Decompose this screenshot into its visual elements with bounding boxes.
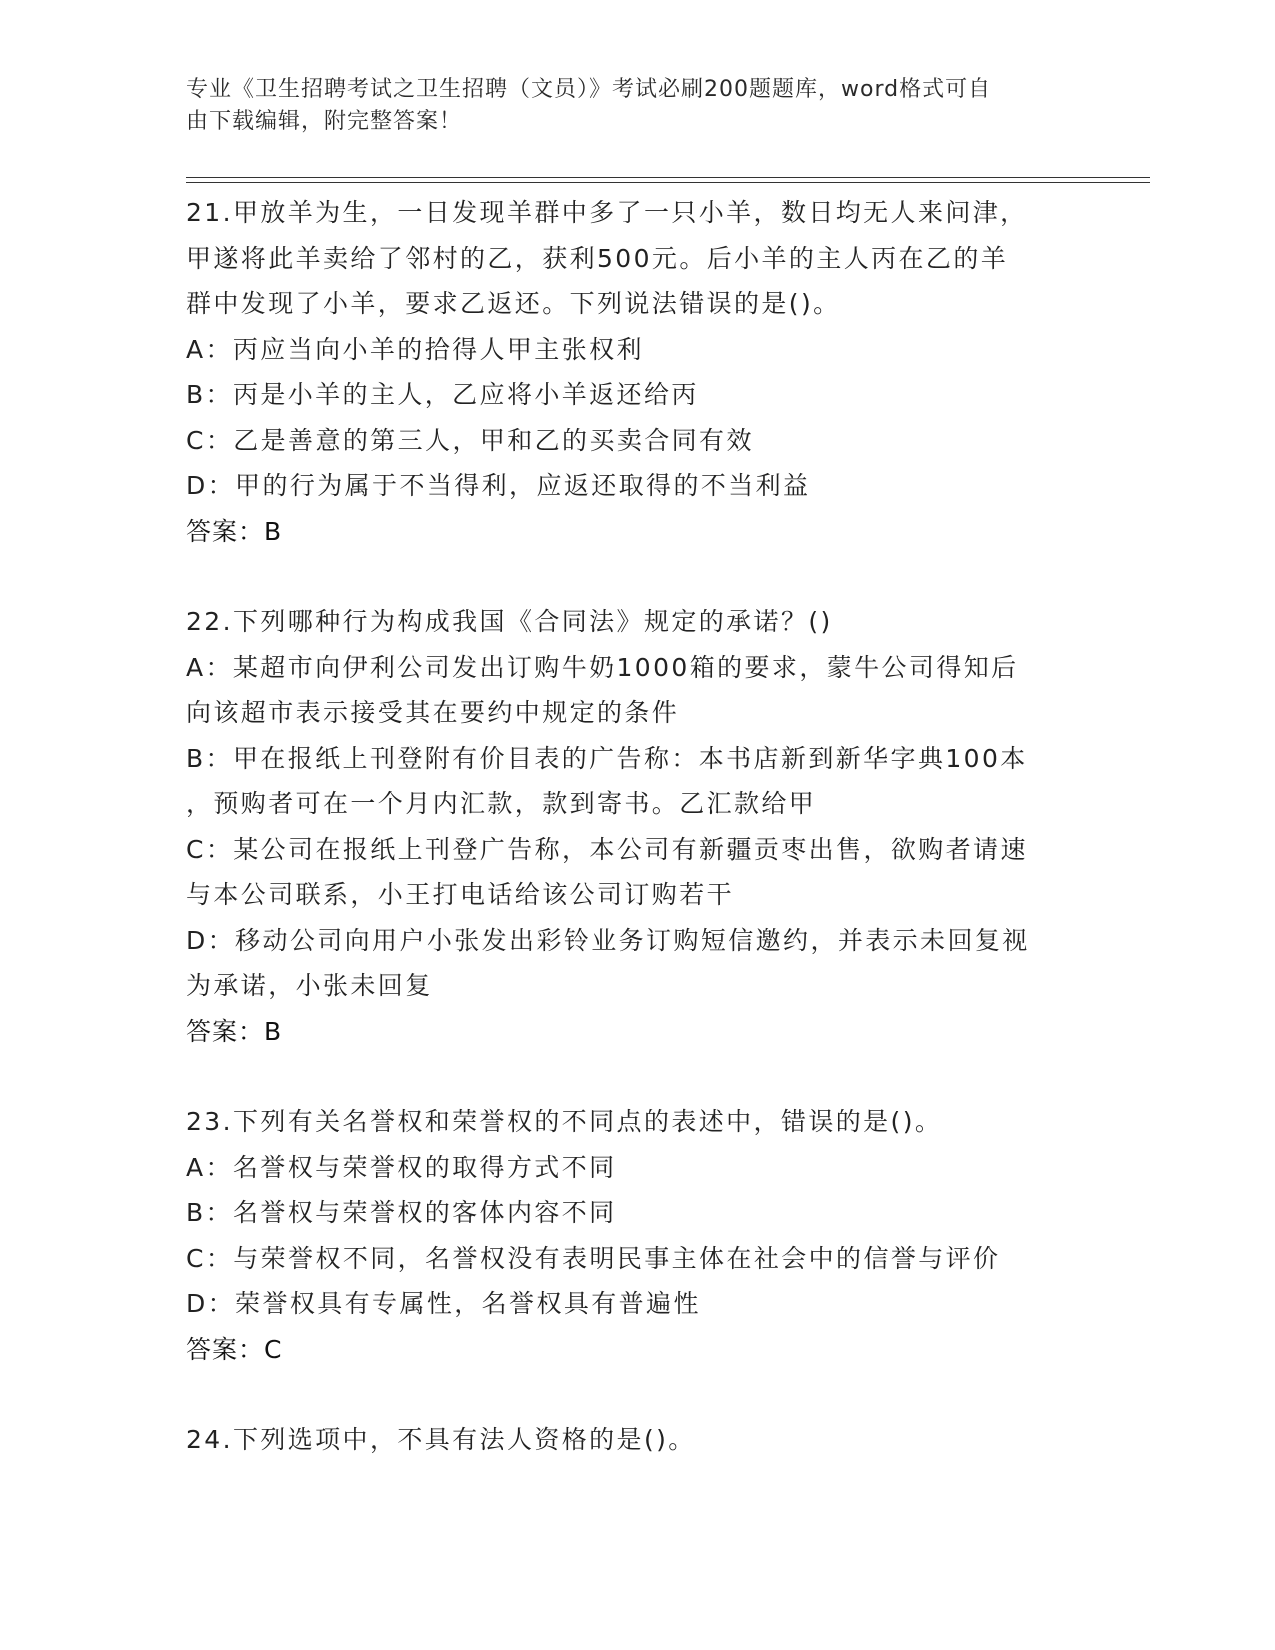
option-b: B：甲在报纸上刊登附有价目表的广告称：本书店新到新华字典100本	[186, 743, 1028, 773]
question-text: 24.下列选项中，不具有法人资格的是()。	[186, 1425, 696, 1454]
option-a: A：某超市向伊利公司发出订购牛奶1000箱的要求，蒙牛公司得知后	[186, 652, 1019, 682]
header-line-1: 专业《卫生招聘考试之卫生招聘（文员）》考试必刷200题题库，word格式可自	[186, 77, 992, 102]
option-d: D：移动公司向用户小张发出彩铃业务订购短信邀约，并表示未回复视	[186, 925, 1030, 955]
question-text: 22.下列哪种行为构成我国《合同法》规定的承诺？()	[186, 607, 833, 636]
question-23	[186, 1099, 1086, 1372]
question-text: 23.下列有关名誉权和荣誉权的不同点的表述中，错误的是()。	[186, 1107, 943, 1136]
question-21	[186, 190, 1086, 554]
question-list	[186, 190, 1086, 1463]
answer: 答案：B	[186, 1016, 283, 1046]
option-c-continued: 与本公司联系，小王打电话给该公司订购若干	[186, 880, 735, 909]
option-d-continued: 为承诺，小张未回复	[186, 971, 433, 1000]
option-d: D：甲的行为属于不当得利，应返还取得的不当利益	[186, 471, 811, 500]
option-d: D：荣誉权具有专属性，名誉权具有普遍性	[186, 1289, 701, 1318]
spacer	[186, 1372, 1086, 1417]
option-b: B：丙是小羊的主人，乙应将小羊返还给丙	[186, 380, 699, 409]
option-c: C：某公司在报纸上刊登广告称，本公司有新疆贡枣出售，欲购者请速	[186, 834, 1028, 864]
header-rule-top	[186, 177, 1150, 178]
question-24	[186, 1417, 1086, 1463]
option-c: C：乙是善意的第三人，甲和乙的买卖合同有效	[186, 425, 754, 455]
option-c: C：与荣誉权不同，名誉权没有表明民事主体在社会中的信誉与评价	[186, 1243, 1001, 1273]
option-a-continued: 向该超市表示接受其在要约中规定的条件	[186, 698, 680, 727]
answer: 答案：C	[186, 1334, 283, 1364]
answer: 答案：B	[186, 516, 283, 546]
document-header	[186, 74, 1066, 138]
header-rule-bottom	[186, 182, 1150, 183]
question-22	[186, 599, 1086, 1054]
option-b: B：名誉权与荣誉权的客体内容不同	[186, 1198, 617, 1227]
question-text: 甲遂将此羊卖给了邻村的乙，获利500元。后小羊的主人丙在乙的羊	[186, 243, 1009, 273]
option-a: A：丙应当向小羊的拾得人甲主张权利	[186, 334, 644, 364]
option-a: A：名誉权与荣誉权的取得方式不同	[186, 1152, 617, 1182]
spacer	[186, 1054, 1086, 1099]
option-b-continued: ，预购者可在一个月内汇款，款到寄书。乙汇款给甲	[186, 789, 817, 818]
question-text: 21.甲放羊为生，一日发现羊群中多了一只小羊，数日均无人来问津，	[186, 198, 1028, 227]
question-text: 群中发现了小羊，要求乙返还。下列说法错误的是()。	[186, 289, 841, 318]
spacer	[186, 554, 1086, 599]
header-line-2: 由下载编辑，附完整答案！	[186, 109, 463, 134]
